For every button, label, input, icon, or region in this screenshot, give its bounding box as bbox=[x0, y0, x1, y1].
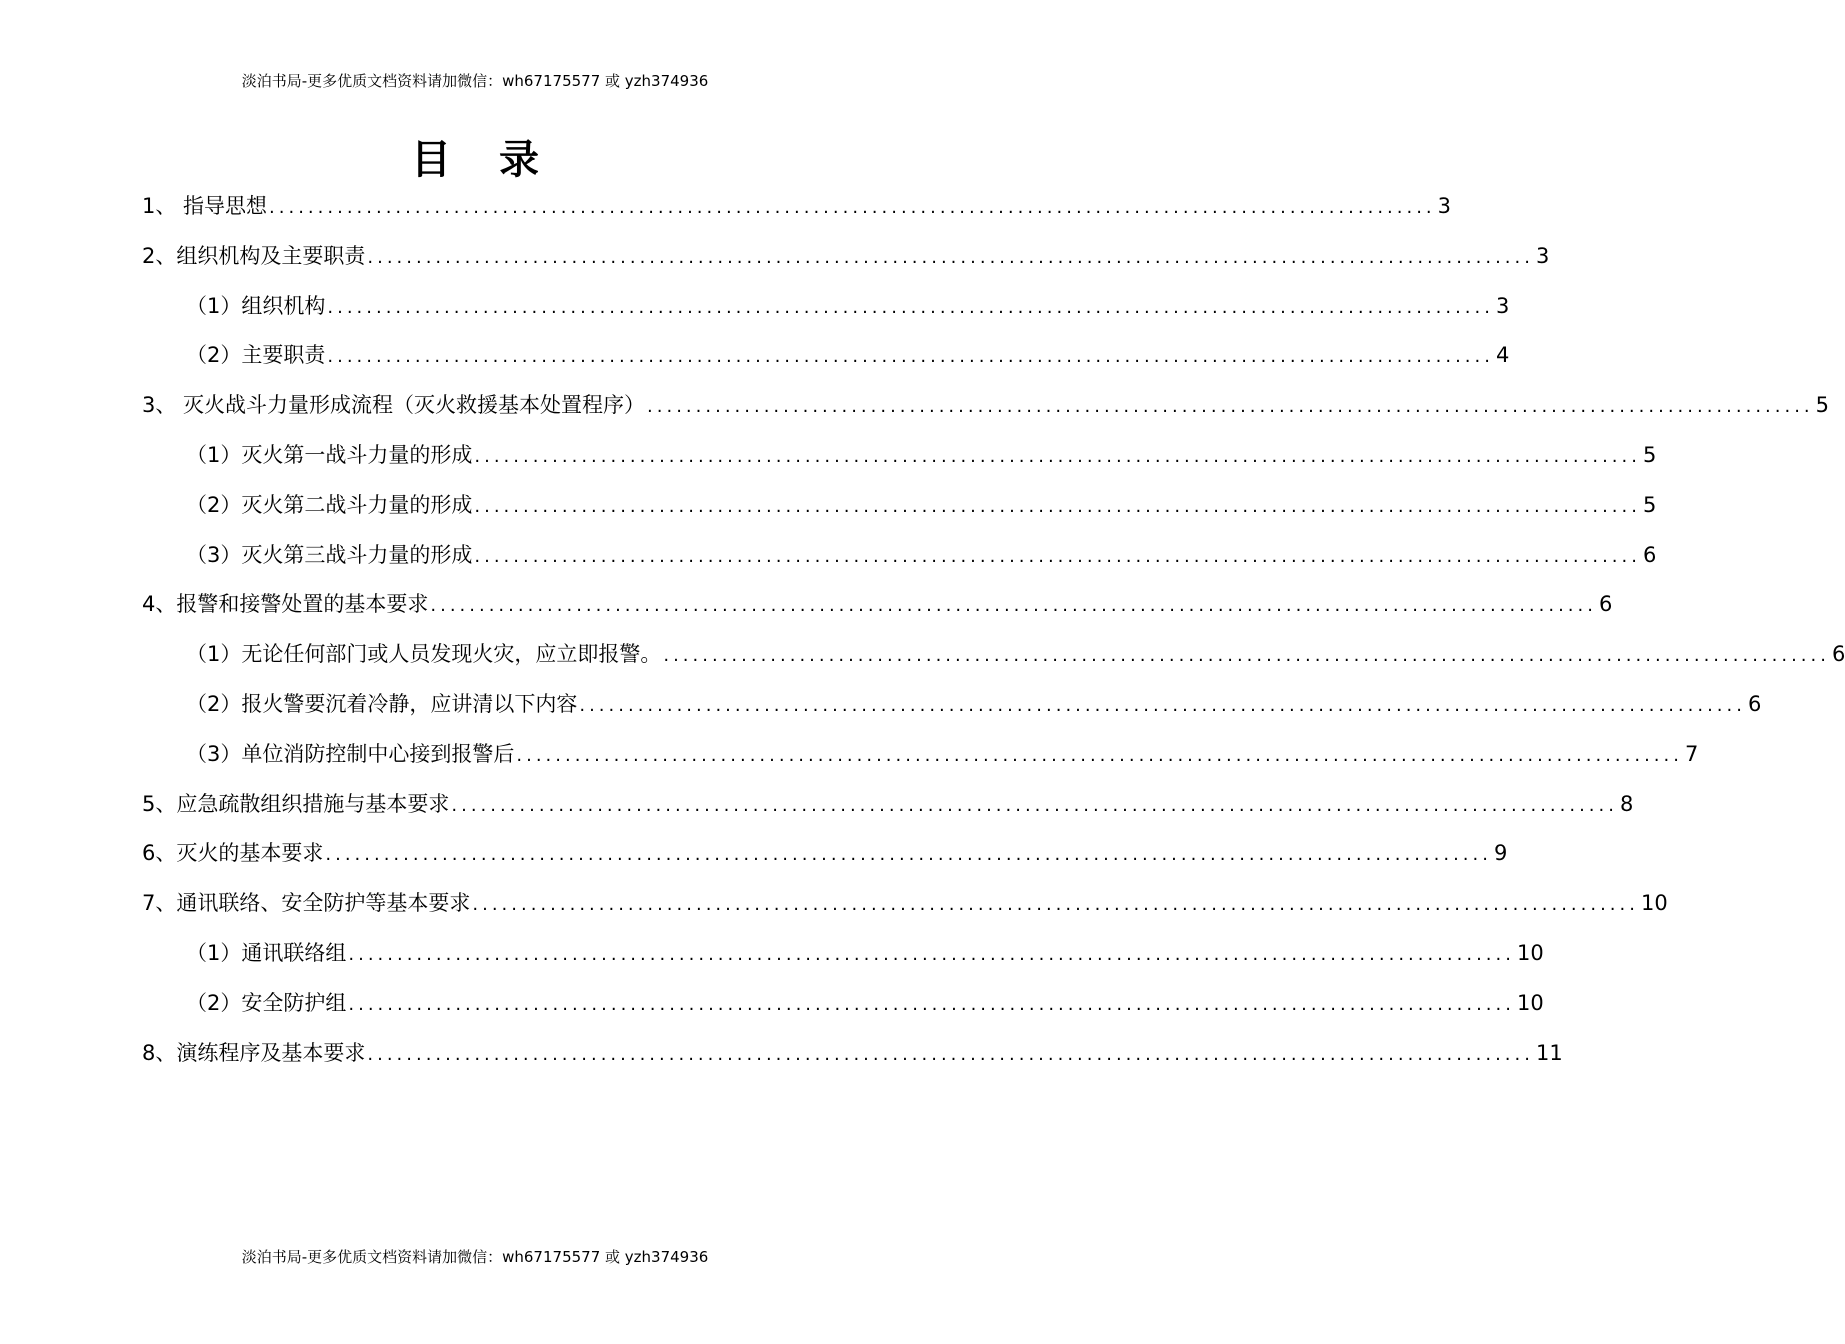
toc-dot-leader: ........................................................................................................................ bbox=[367, 1043, 1534, 1065]
toc-entry-text: 3、 灭火战斗力量形成流程（灭火救援基本处置程序） bbox=[142, 393, 646, 418]
toc-entry-page-number: 10 bbox=[1516, 940, 1544, 965]
toc-entry-text: （1）组织机构 bbox=[186, 293, 326, 318]
toc-entry-page-number: 3 bbox=[1437, 194, 1452, 218]
footer-watermark: 淡泊书局-更多优质文档资料请加微信：wh67175577 或 yzh374936 bbox=[241, 1248, 709, 1266]
toc-dot-leader: ........................................................................................................................ bbox=[516, 744, 1683, 766]
toc-dot-leader: ........................................................................................................................ bbox=[474, 495, 1641, 517]
toc-entry-page-number: 11 bbox=[1535, 1040, 1563, 1065]
toc-entry-text: （2）灭火第二战斗力量的形成 bbox=[186, 492, 473, 517]
toc-entry[interactable] bbox=[142, 933, 1544, 983]
toc-entry[interactable] bbox=[142, 435, 1657, 485]
toc-entry-text: （2）安全防护组 bbox=[186, 990, 347, 1015]
toc-entry-page-number: 5 bbox=[1642, 442, 1657, 467]
toc-entry[interactable] bbox=[142, 1033, 1563, 1083]
toc-dot-leader: ........................................................................................................................ bbox=[367, 246, 1534, 268]
toc-dot-leader: ........................................................................................................................ bbox=[348, 943, 1515, 965]
table-of-contents bbox=[142, 186, 1845, 1082]
header-watermark: 淡泊书局-更多优质文档资料请加微信：wh67175577 或 yzh374936 bbox=[241, 72, 709, 90]
toc-entry-page-number: 6 bbox=[1642, 542, 1657, 567]
toc-dot-leader: ........................................................................................................................ bbox=[579, 694, 1746, 716]
toc-dot-leader: ........................................................................................................................ bbox=[663, 645, 1830, 667]
toc-entry-text: 6、灭火的基本要求 bbox=[142, 841, 324, 866]
toc-dot-leader: ........................................................................................................................ bbox=[327, 346, 1494, 368]
toc-entry-text: （2）报火警要沉着冷静，应讲清以下内容 bbox=[186, 691, 578, 716]
toc-entry[interactable] bbox=[142, 385, 1830, 435]
toc-dot-leader: ........................................................................................................................ bbox=[327, 296, 1494, 318]
toc-dot-leader: ........................................................................................................................ bbox=[647, 396, 1814, 418]
toc-entry-text: （1）无论任何部门或人员发现火灾，应立即报警。 bbox=[186, 642, 662, 667]
toc-entry-page-number: 6 bbox=[1598, 592, 1613, 617]
toc-entry-page-number: 5 bbox=[1642, 492, 1657, 517]
toc-entry[interactable] bbox=[142, 584, 1613, 634]
toc-dot-leader: ........................................................................................................................ bbox=[451, 794, 1618, 816]
toc-entry[interactable] bbox=[142, 186, 1452, 236]
toc-entry[interactable] bbox=[142, 535, 1657, 585]
toc-entry-text: 2、组织机构及主要职责 bbox=[142, 243, 366, 268]
toc-entry-text: （1）通讯联络组 bbox=[186, 940, 347, 965]
toc-entry[interactable] bbox=[142, 236, 1550, 286]
toc-entry[interactable] bbox=[142, 983, 1544, 1033]
toc-dot-leader: ........................................................................................................................ bbox=[474, 545, 1641, 567]
toc-entry[interactable] bbox=[142, 634, 1845, 684]
toc-dot-leader: ........................................................................................................................ bbox=[474, 445, 1641, 467]
toc-entry-page-number: 3 bbox=[1495, 293, 1510, 318]
toc-entry[interactable] bbox=[142, 833, 1508, 883]
toc-entry-text: 7、通讯联络、安全防护等基本要求 bbox=[142, 891, 471, 916]
toc-dot-leader: ........................................................................................................................ bbox=[269, 197, 1436, 218]
toc-entry-page-number: 10 bbox=[1516, 990, 1544, 1015]
toc-entry[interactable] bbox=[142, 883, 1668, 933]
toc-dot-leader: ........................................................................................................................ bbox=[348, 993, 1515, 1015]
toc-entry-text: （1）灭火第一战斗力量的形成 bbox=[186, 442, 473, 467]
toc-entry-text: 8、演练程序及基本要求 bbox=[142, 1040, 366, 1065]
toc-entry-page-number: 3 bbox=[1535, 243, 1550, 268]
toc-entry[interactable] bbox=[142, 784, 1634, 834]
toc-entry-text: 1、 指导思想 bbox=[142, 194, 268, 218]
toc-entry[interactable] bbox=[142, 286, 1510, 336]
toc-entry-text: （3）灭火第三战斗力量的形成 bbox=[186, 542, 473, 567]
toc-entry-page-number: 4 bbox=[1495, 343, 1510, 368]
page-title: 目录 bbox=[411, 137, 587, 183]
toc-dot-leader: ........................................................................................................................ bbox=[472, 894, 1639, 916]
toc-entry-page-number: 5 bbox=[1815, 393, 1830, 418]
toc-entry-text: 5、应急疏散组织措施与基本要求 bbox=[142, 791, 450, 816]
toc-entry[interactable] bbox=[142, 335, 1510, 385]
toc-entry[interactable] bbox=[142, 684, 1762, 734]
toc-entry[interactable] bbox=[142, 734, 1699, 784]
toc-entry-page-number: 10 bbox=[1640, 891, 1668, 916]
toc-entry-text: （2）主要职责 bbox=[186, 343, 326, 368]
toc-entry-page-number: 6 bbox=[1747, 691, 1762, 716]
toc-dot-leader: ........................................................................................................................ bbox=[430, 595, 1597, 617]
toc-dot-leader: ........................................................................................................................ bbox=[325, 844, 1492, 866]
toc-entry-text: （3）单位消防控制中心接到报警后 bbox=[186, 741, 515, 766]
toc-entry[interactable] bbox=[142, 485, 1657, 535]
toc-entry-page-number: 6 bbox=[1831, 642, 1845, 667]
toc-entry-page-number: 9 bbox=[1493, 841, 1508, 866]
toc-entry-page-number: 7 bbox=[1684, 741, 1699, 766]
toc-entry-page-number: 8 bbox=[1619, 791, 1634, 816]
toc-entry-text: 4、报警和接警处置的基本要求 bbox=[142, 592, 429, 617]
